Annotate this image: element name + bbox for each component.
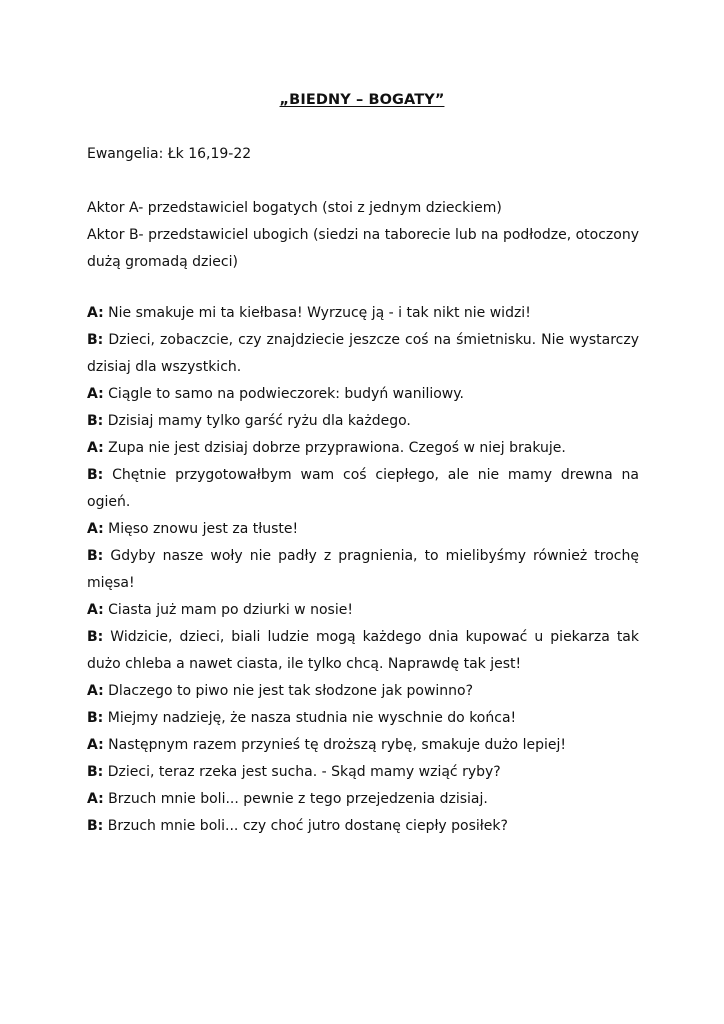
speaker-label: B: (87, 332, 104, 348)
dialogue-text: Nie smakuje mi ta kiełbasa! Wyrzucę ją - i tak nikt nie widzi! (108, 305, 531, 321)
dialogue-text: Brzuch mnie boli... pewnie z tego przejedzenia dzisiaj. (108, 791, 488, 807)
actor-b-description: Aktor B- przedstawiciel ubogich (siedzi na taborecie lub na podłodze, otoczony dużą gromadą dzieci) (87, 227, 639, 270)
dialogue-line (87, 516, 639, 543)
dialogue-text: Miejmy nadzieję, że nasza studnia nie wyschnie do końca! (107, 710, 517, 726)
speaker-label: A: (87, 602, 104, 618)
dialogue-line (87, 462, 639, 516)
dialogue-line (87, 705, 639, 732)
speaker-label: B: (87, 764, 104, 780)
dialogue-line (87, 678, 639, 705)
dialogue-line (87, 300, 639, 327)
dialogue-text: Mięso znowu jest za tłuste! (108, 521, 299, 537)
speaker-label: B: (87, 818, 104, 834)
dialogue-text: Widzicie, dzieci, biali ludzie mogą każdego dnia kupować u piekarza tak dużo chleba a nawet ciasta, ile tylko chcą. Naprawdę tak jest! (87, 629, 639, 672)
speaker-label: A: (87, 521, 104, 537)
dialogue-text: Następnym razem przynieś tę droższą rybę, smakuje dużo lepiej! (108, 737, 566, 753)
speaker-label: B: (87, 710, 104, 726)
gospel-reference: Ewangelia: Łk 16,19-22 (87, 146, 252, 162)
dialogue-line (87, 786, 639, 813)
actor-descriptions (87, 195, 639, 276)
speaker-label: A: (87, 440, 104, 456)
dialogue-text: Brzuch mnie boli... czy choć jutro dostanę ciepły posiłek? (107, 818, 508, 834)
dialogue-text: Ciasta już mam po dziurki w nosie! (108, 602, 353, 618)
dialogue-text: Ciągle to samo na podwieczorek: budyń waniliowy. (108, 386, 464, 402)
document-title: „BIEDNY – BOGATY” (279, 92, 445, 108)
speaker-label: A: (87, 791, 104, 807)
dialogue-line (87, 597, 639, 624)
dialogue-text: Chętnie przygotowałbym wam coś ciepłego, ale nie mamy drewna na ogień. (87, 467, 640, 510)
dialogue-line (87, 543, 639, 597)
dialogue-line (87, 624, 639, 678)
dialogue-line (87, 327, 639, 381)
dialogue-text: Dzieci, teraz rzeka jest sucha. - Skąd mamy wziąć ryby? (107, 764, 501, 780)
speaker-label: A: (87, 386, 104, 402)
speaker-label: B: (87, 413, 104, 429)
dialogue-text: Dzisiaj mamy tylko garść ryżu dla każdego. (107, 413, 411, 429)
dialogue-text: Gdyby nasze woły nie padły z pragnienia, to mielibyśmy również trochę mięsa! (87, 548, 639, 591)
dialogue-line (87, 813, 639, 840)
speaker-label: B: (87, 629, 104, 645)
actor-a-description: Aktor A- przedstawiciel bogatych (stoi z jednym dzieckiem) (87, 200, 502, 216)
speaker-label: B: (87, 548, 104, 564)
dialogue-line (87, 381, 639, 408)
dialogue-text: Zupa nie jest dzisiaj dobrze przyprawiona. Czegoś w niej brakuje. (108, 440, 566, 456)
speaker-label: A: (87, 683, 104, 699)
dialogue-text: Dlaczego to piwo nie jest tak słodzone jak powinno? (108, 683, 474, 699)
dialogue-line (87, 759, 639, 786)
dialogue-line (87, 732, 639, 759)
speaker-label: B: (87, 467, 104, 483)
speaker-label: A: (87, 737, 104, 753)
dialogue-line (87, 408, 639, 435)
dialogue (87, 300, 639, 840)
dialogue-line (87, 435, 639, 462)
speaker-label: A: (87, 305, 104, 321)
dialogue-text: Dzieci, zobaczcie, czy znajdziecie jeszcze coś na śmietnisku. Nie wystarczy dzisiaj dla wszystkich. (87, 332, 640, 375)
